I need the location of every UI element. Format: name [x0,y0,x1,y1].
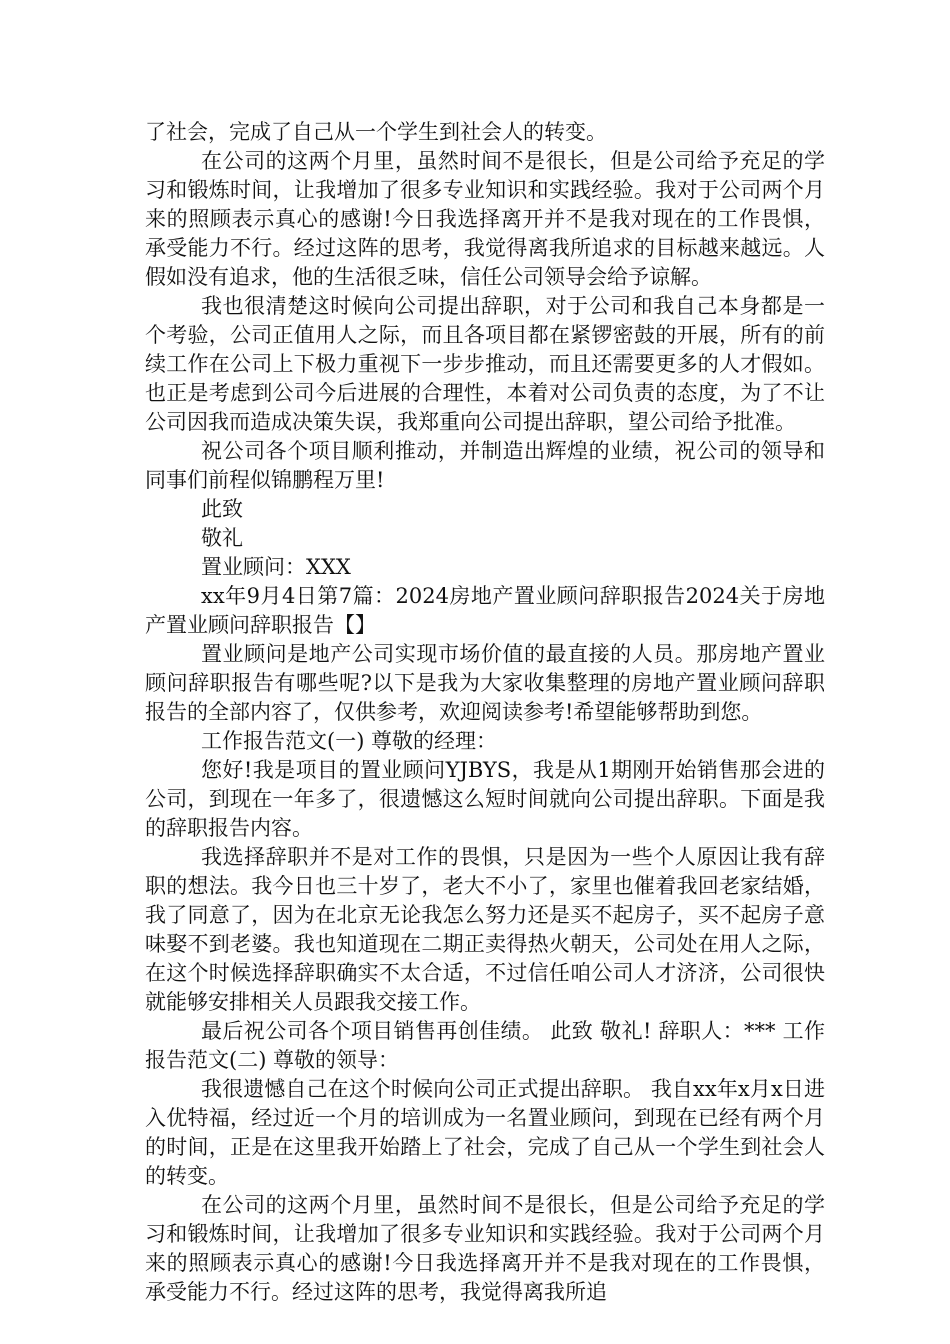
paragraph: 我很遗憾自己在这个时候向公司正式提出辞职。 我自xx年x月x日进入优特福，经过近一个月的培训成为一名置业顾问，到现在已经有两个月的时间，正是在这里我开始踏上了社会，完成了自己从一个学生到社会人的转变。 [145,1077,825,1188]
paragraph: 在公司的这两个月里，虽然时间不是很长，但是公司给予充足的学习和锻炼时间，让我增加了很多专业知识和实践经验。我对于公司两个月来的照顾表示真心的感谢!今日我选择离开并不是我对现在的工作畏惧，承受能力不行。经过这阵的思考，我觉得离我所追求的目标越来越远。人假如没有追求，他的生活很乏味，信任公司领导会给予谅解。 [145,149,825,289]
closing-line: 此致 [201,497,243,521]
document-body [145,118,825,1307]
paragraph: 在公司的这两个月里，虽然时间不是很长，但是公司给予充足的学习和锻炼时间，让我增加了很多专业知识和实践经验。我对于公司两个月来的照顾表示真心的感谢!今日我选择离开并不是我对现在的工作畏惧，承受能力不行。经过这阵的思考，我觉得离我所追 [145,1193,825,1304]
salutation-line: 敬礼 [201,526,243,550]
paragraph: 置业顾问是地产公司实现市场价值的最直接的人员。那房地产置业顾问辞职报告有哪些呢?以下是我为大家收集整理的房地产置业顾问辞职报告的全部内容了，仅供参考，欢迎阅读参考!希望能够帮助到您。 [145,642,825,724]
paragraph: 了社会，完成了自己从一个学生到社会人的转变。 [145,120,607,144]
paragraph: 我选择辞职并不是对工作的畏惧，只是因为一些个人原因让我有辞职的想法。我今日也三十岁了，老大不小了，家里也催着我回老家结婚，我了同意了，因为在北京无论我怎么努力还是买不起房子，买不起房子意味娶不到老婆。我也知道现在二期正卖得热火朝天，公司处在用人之际，在这个时候选择辞职确实不太合适，不过信任咱公司人才济济，公司很快就能够安排相关人员跟我交接工作。 [145,845,825,1014]
paragraph: 我也很清楚这时候向公司提出辞职，对于公司和我自己本身都是一个考验，公司正值用人之际，而且各项目都在紧锣密鼓的开展，所有的前续工作在公司上下极力重视下一步步推动，而且还需要更多的人才假如。也正是考虑到公司今后进展的合理性，本着对公司负责的态度，为了不让公司因我而造成决策失误，我郑重向公司提出辞职，望公司给予批准。 [145,294,825,434]
paragraph: 祝公司各个项目顺利推动，并制造出辉煌的业绩，祝公司的领导和同事们前程似锦鹏程万里! [145,439,825,492]
report-heading: 工作报告范文(一) 尊敬的经理： [201,729,498,753]
paragraph: 最后祝公司各个项目销售再创佳绩。 此致 敬礼! 辞职人：*** 工作报告范文(二) 尊敬的领导： [145,1019,825,1072]
signature-line: 置业顾问：XXX [201,555,351,579]
paragraph: 您好!我是项目的置业顾问YJBYS，我是从1期刚开始销售那会进的公司，到现在一年多了，很遗憾这么短时间就向公司提出辞职。下面是我的辞职报告内容。 [145,758,825,840]
section-heading: xx年9月4日第7篇：2024房地产置业顾问辞职报告2024关于房地产置业顾问辞职报告【】 [145,584,825,637]
